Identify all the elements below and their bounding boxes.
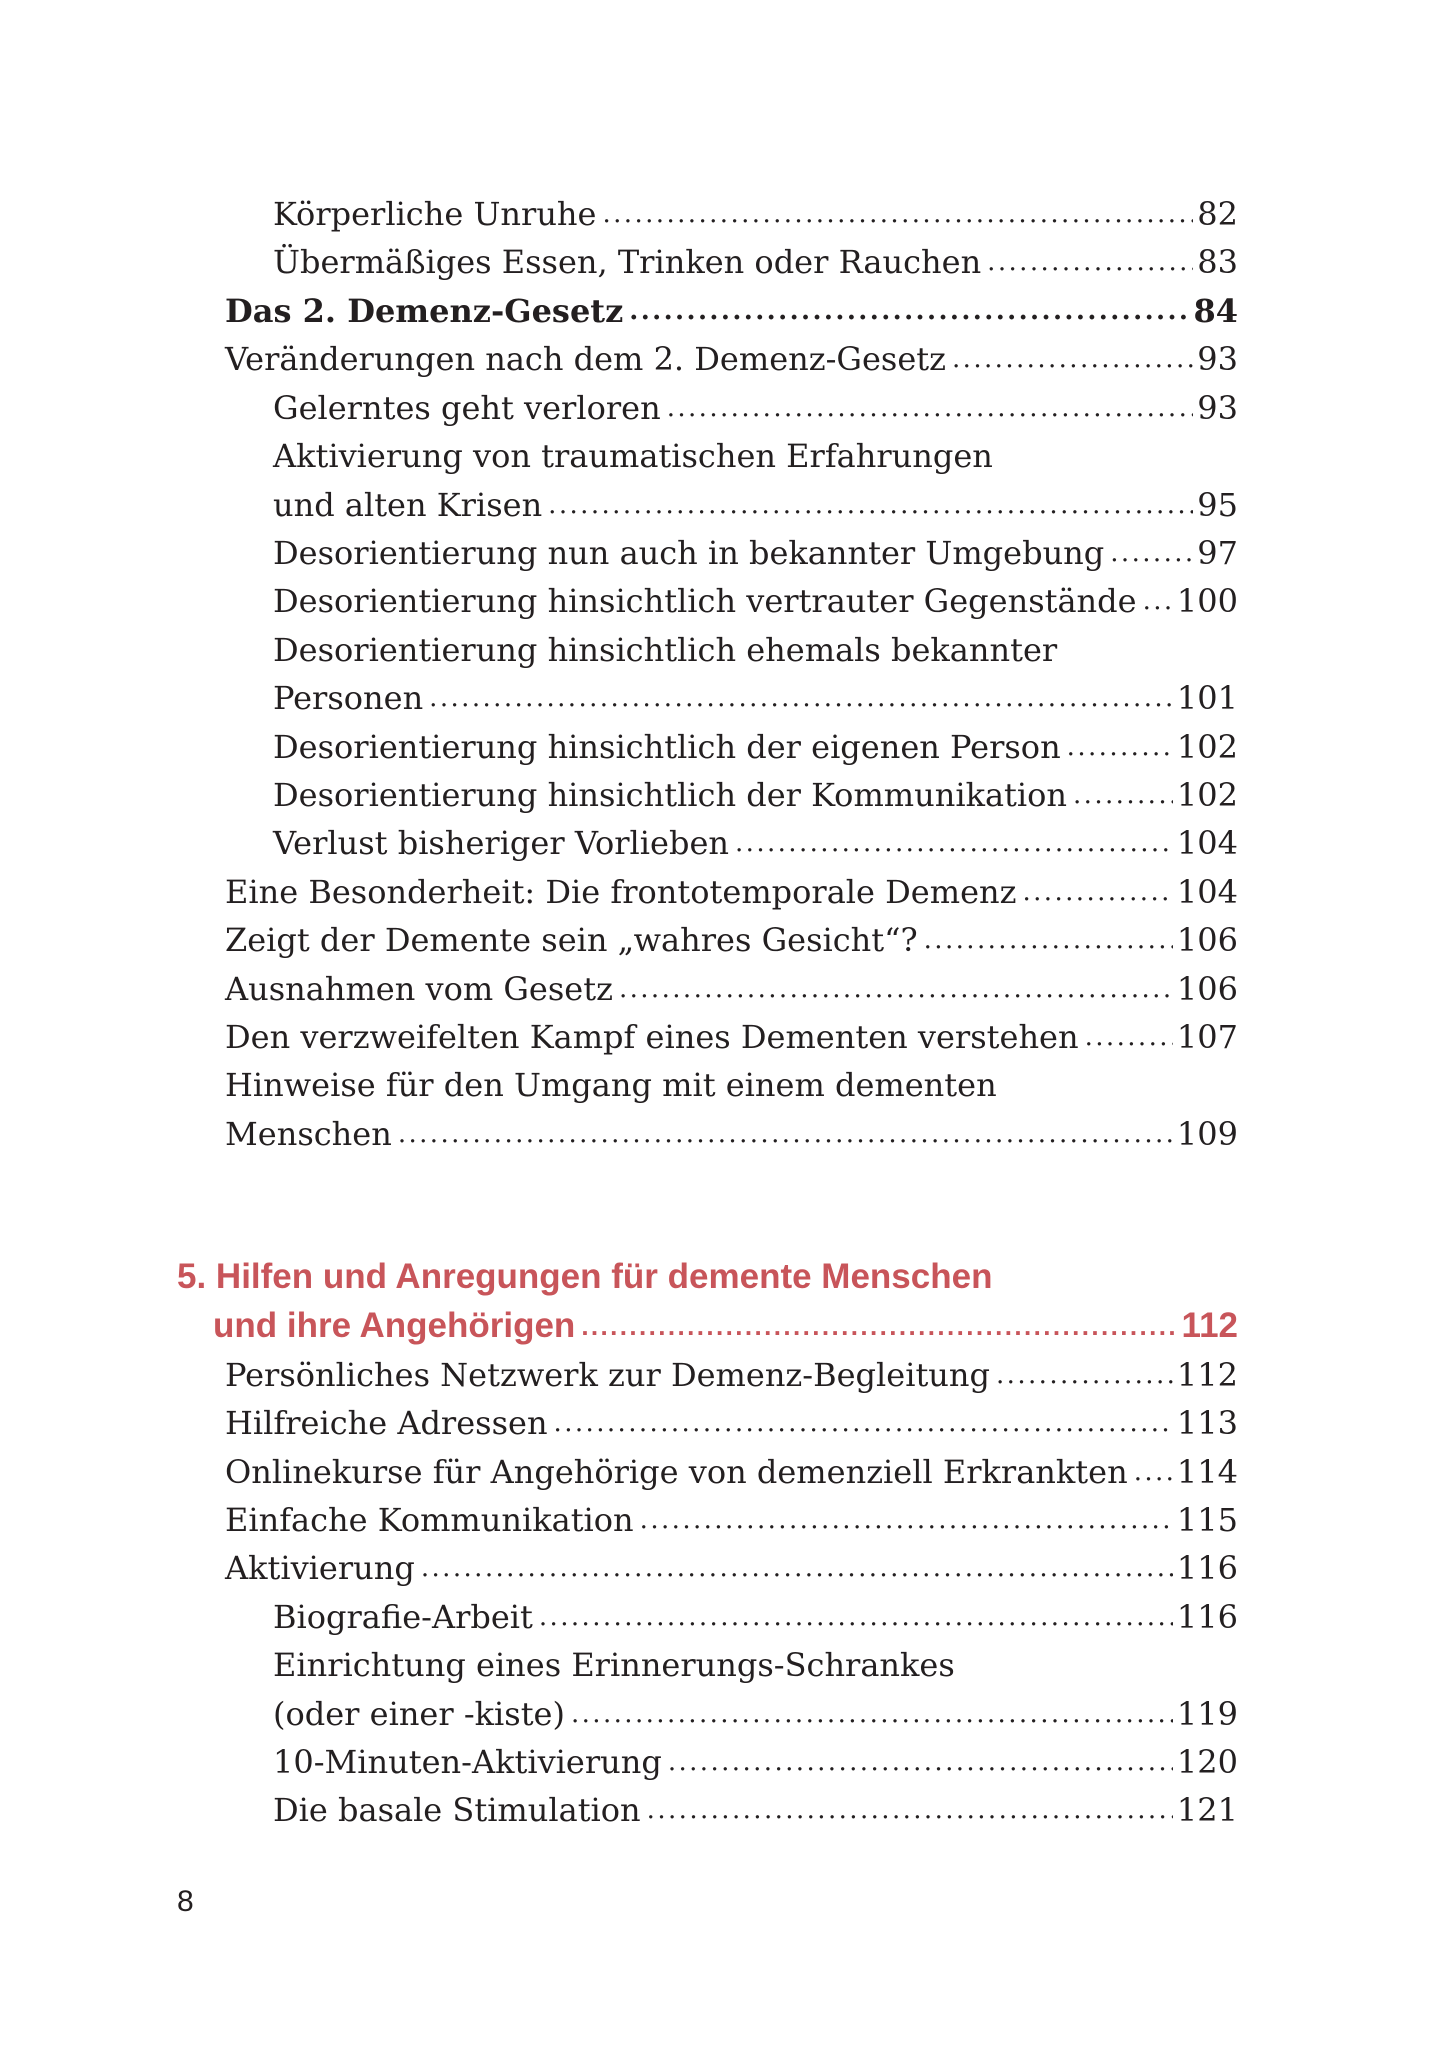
dot-leader <box>398 1110 1173 1158</box>
toc-entry-title: Einfache Kommunikation <box>225 1501 634 1539</box>
toc-entry[interactable] <box>225 1110 1238 1158</box>
dot-leader <box>924 916 1173 964</box>
toc-entry-page: 106 <box>1176 970 1238 1008</box>
dot-leader <box>735 819 1173 867</box>
toc-entry-page: 106 <box>1176 921 1238 959</box>
toc-entry[interactable] <box>225 1351 1238 1399</box>
toc-entry-title: Desorientierung hinsichtlich der Kommunikation <box>273 776 1068 814</box>
toc-entry-page: 109 <box>1176 1115 1238 1153</box>
toc-entry-page: 119 <box>1176 1695 1238 1733</box>
toc-entry-title: Gelerntes geht verloren <box>273 389 661 427</box>
toc-entry[interactable] <box>273 190 1238 238</box>
toc-entry[interactable] <box>225 916 1238 964</box>
toc-entry-page: 84 <box>1193 292 1238 330</box>
toc-entry[interactable] <box>273 723 1238 771</box>
toc-entry-page: 95 <box>1197 486 1238 524</box>
toc-entry-title: Desorientierung hinsichtlich der eigenen Person <box>273 728 1061 766</box>
dot-leader <box>987 238 1193 286</box>
toc-entry[interactable] <box>273 1786 1238 1834</box>
toc-entry[interactable] <box>225 287 1238 335</box>
toc-entry-page: 104 <box>1176 873 1238 911</box>
toc-entry[interactable] <box>225 1544 1238 1592</box>
dot-leader <box>554 1399 1173 1447</box>
toc-entry-title: (oder einer -kiste) <box>273 1695 565 1733</box>
chapter-heading[interactable]: 5. Hilfen und Anregungen für demente Menschen <box>177 1257 993 1296</box>
dot-leader <box>1085 1013 1173 1061</box>
toc-entry[interactable] <box>273 1738 1238 1786</box>
toc-entry-title: Körperliche Unruhe <box>273 195 597 233</box>
toc-entry-page: 101 <box>1176 679 1238 717</box>
chapter-heading-entry[interactable] <box>213 1302 1238 1350</box>
dot-leader <box>602 190 1193 238</box>
toc-entry-page: 116 <box>1176 1549 1238 1587</box>
dot-leader <box>619 965 1173 1013</box>
toc-entry[interactable] <box>273 819 1238 867</box>
toc-entry[interactable] <box>273 577 1238 625</box>
toc-entry[interactable] <box>225 1399 1238 1447</box>
toc-entry-page: 97 <box>1197 534 1238 572</box>
toc-entry-title: Desorientierung nun auch in bekannter Umgebung <box>273 534 1105 572</box>
dot-leader <box>539 1593 1173 1641</box>
toc-entry[interactable] <box>225 868 1238 916</box>
dot-leader <box>667 384 1194 432</box>
toc-entry-page: 121 <box>1176 1791 1238 1829</box>
toc-entry-title-line1: Desorientierung hinsichtlich ehemals bekannter <box>273 631 1058 669</box>
toc-entry-page: 112 <box>1176 1356 1238 1394</box>
dot-leader <box>668 1738 1173 1786</box>
toc-entry-title: 10-Minuten-Aktivierung <box>273 1743 662 1781</box>
toc-entry-page: 115 <box>1176 1501 1238 1539</box>
toc-entry-page: 83 <box>1197 243 1238 281</box>
toc-entry[interactable] <box>225 1496 1238 1544</box>
toc-entry-title: Desorientierung hinsichtlich vertrauter Gegenstände <box>273 582 1137 620</box>
toc-entry[interactable] <box>273 238 1238 286</box>
dot-leader <box>629 287 1189 335</box>
chapter-heading-page: 112 <box>1181 1306 1238 1345</box>
toc-entry-page: 93 <box>1197 389 1238 427</box>
dot-leader <box>421 1544 1173 1592</box>
toc-entry-title: Aktivierung <box>225 1549 415 1587</box>
dot-leader <box>571 1690 1173 1738</box>
toc-entry[interactable] <box>273 771 1238 819</box>
dot-leader <box>996 1351 1173 1399</box>
toc-entry-title-line1: Aktivierung von traumatischen Erfahrungen <box>273 437 993 475</box>
toc-entry[interactable] <box>273 384 1238 432</box>
toc-entry-title: Persönliches Netzwerk zur Demenz-Begleitung <box>225 1356 990 1394</box>
dot-leader <box>1110 529 1193 577</box>
toc-entry-page: 100 <box>1176 582 1238 620</box>
dot-leader <box>647 1786 1173 1834</box>
toc-entry-title: Onlinekurse für Angehörige von demenziell Erkrankten <box>225 1453 1128 1491</box>
toc-entry[interactable] <box>225 1448 1238 1496</box>
toc-entry-title: Veränderungen nach dem 2. Demenz-Gesetz <box>225 340 946 378</box>
dot-leader <box>429 674 1173 722</box>
toc-entry-page: 113 <box>1176 1404 1238 1442</box>
toc-entry-title: Biografie-Arbeit <box>273 1598 533 1636</box>
dot-leader <box>1022 868 1172 916</box>
toc-entry-title: Verlust bisheriger Vorlieben <box>273 824 729 862</box>
toc-entry-title: Eine Besonderheit: Die frontotemporale Demenz <box>225 873 1017 911</box>
toc-entry[interactable] <box>273 674 1238 722</box>
toc-entry-title-line1: Einrichtung eines Erinnerungs-Schrankes <box>273 1646 955 1684</box>
toc-entry-title: Personen <box>273 679 424 717</box>
toc-entry[interactable] <box>273 1593 1238 1641</box>
toc-entry-page: 102 <box>1176 776 1238 814</box>
dot-leader <box>1134 1448 1173 1496</box>
chapter-heading-title: und ihre Angehörigen <box>213 1306 576 1345</box>
toc-entry-title-line1: Hinweise für den Umgang mit einem dementen <box>225 1066 997 1104</box>
toc-entry-title: Den verzweifelten Kampf eines Dementen verstehen <box>225 1018 1079 1056</box>
toc-entry[interactable] <box>225 1013 1238 1061</box>
toc-entry-page: 114 <box>1176 1453 1238 1491</box>
toc-entry-title: Das 2. Demenz-Gesetz <box>225 292 624 330</box>
toc-entry-title: Zeigt der Demente sein „wahres Gesicht“? <box>225 921 918 959</box>
toc-entry-page: 82 <box>1197 195 1238 233</box>
dot-leader <box>581 1302 1177 1350</box>
page-number: 8 <box>177 1885 194 1918</box>
toc-entry[interactable] <box>273 1690 1238 1738</box>
dot-leader <box>1143 577 1173 625</box>
dot-leader <box>1073 771 1173 819</box>
toc-entry[interactable] <box>273 529 1238 577</box>
toc-entry-page: 107 <box>1176 1018 1238 1056</box>
dot-leader <box>640 1496 1173 1544</box>
toc-entry-title: und alten Krisen <box>273 486 543 524</box>
toc-entry-page: 120 <box>1176 1743 1238 1781</box>
dot-leader <box>548 481 1193 529</box>
toc-entry[interactable] <box>225 335 1238 383</box>
toc-entry-page: 104 <box>1176 824 1238 862</box>
dot-leader <box>952 335 1193 383</box>
toc-entry-page: 102 <box>1176 728 1238 766</box>
toc-entry-title: Ausnahmen vom Gesetz <box>225 970 613 1008</box>
toc-entry-title: Hilfreiche Adressen <box>225 1404 548 1442</box>
toc-entry-page: 93 <box>1197 340 1238 378</box>
toc-entry[interactable] <box>225 965 1238 1013</box>
dot-leader <box>1067 723 1173 771</box>
toc-entry-title: Die basale Stimulation <box>273 1791 641 1829</box>
toc-entry[interactable] <box>273 481 1238 529</box>
toc-entry-title: Übermäßiges Essen, Trinken oder Rauchen <box>273 243 982 281</box>
toc-entry-page: 116 <box>1176 1598 1238 1636</box>
toc-entry-title: Menschen <box>225 1115 392 1153</box>
